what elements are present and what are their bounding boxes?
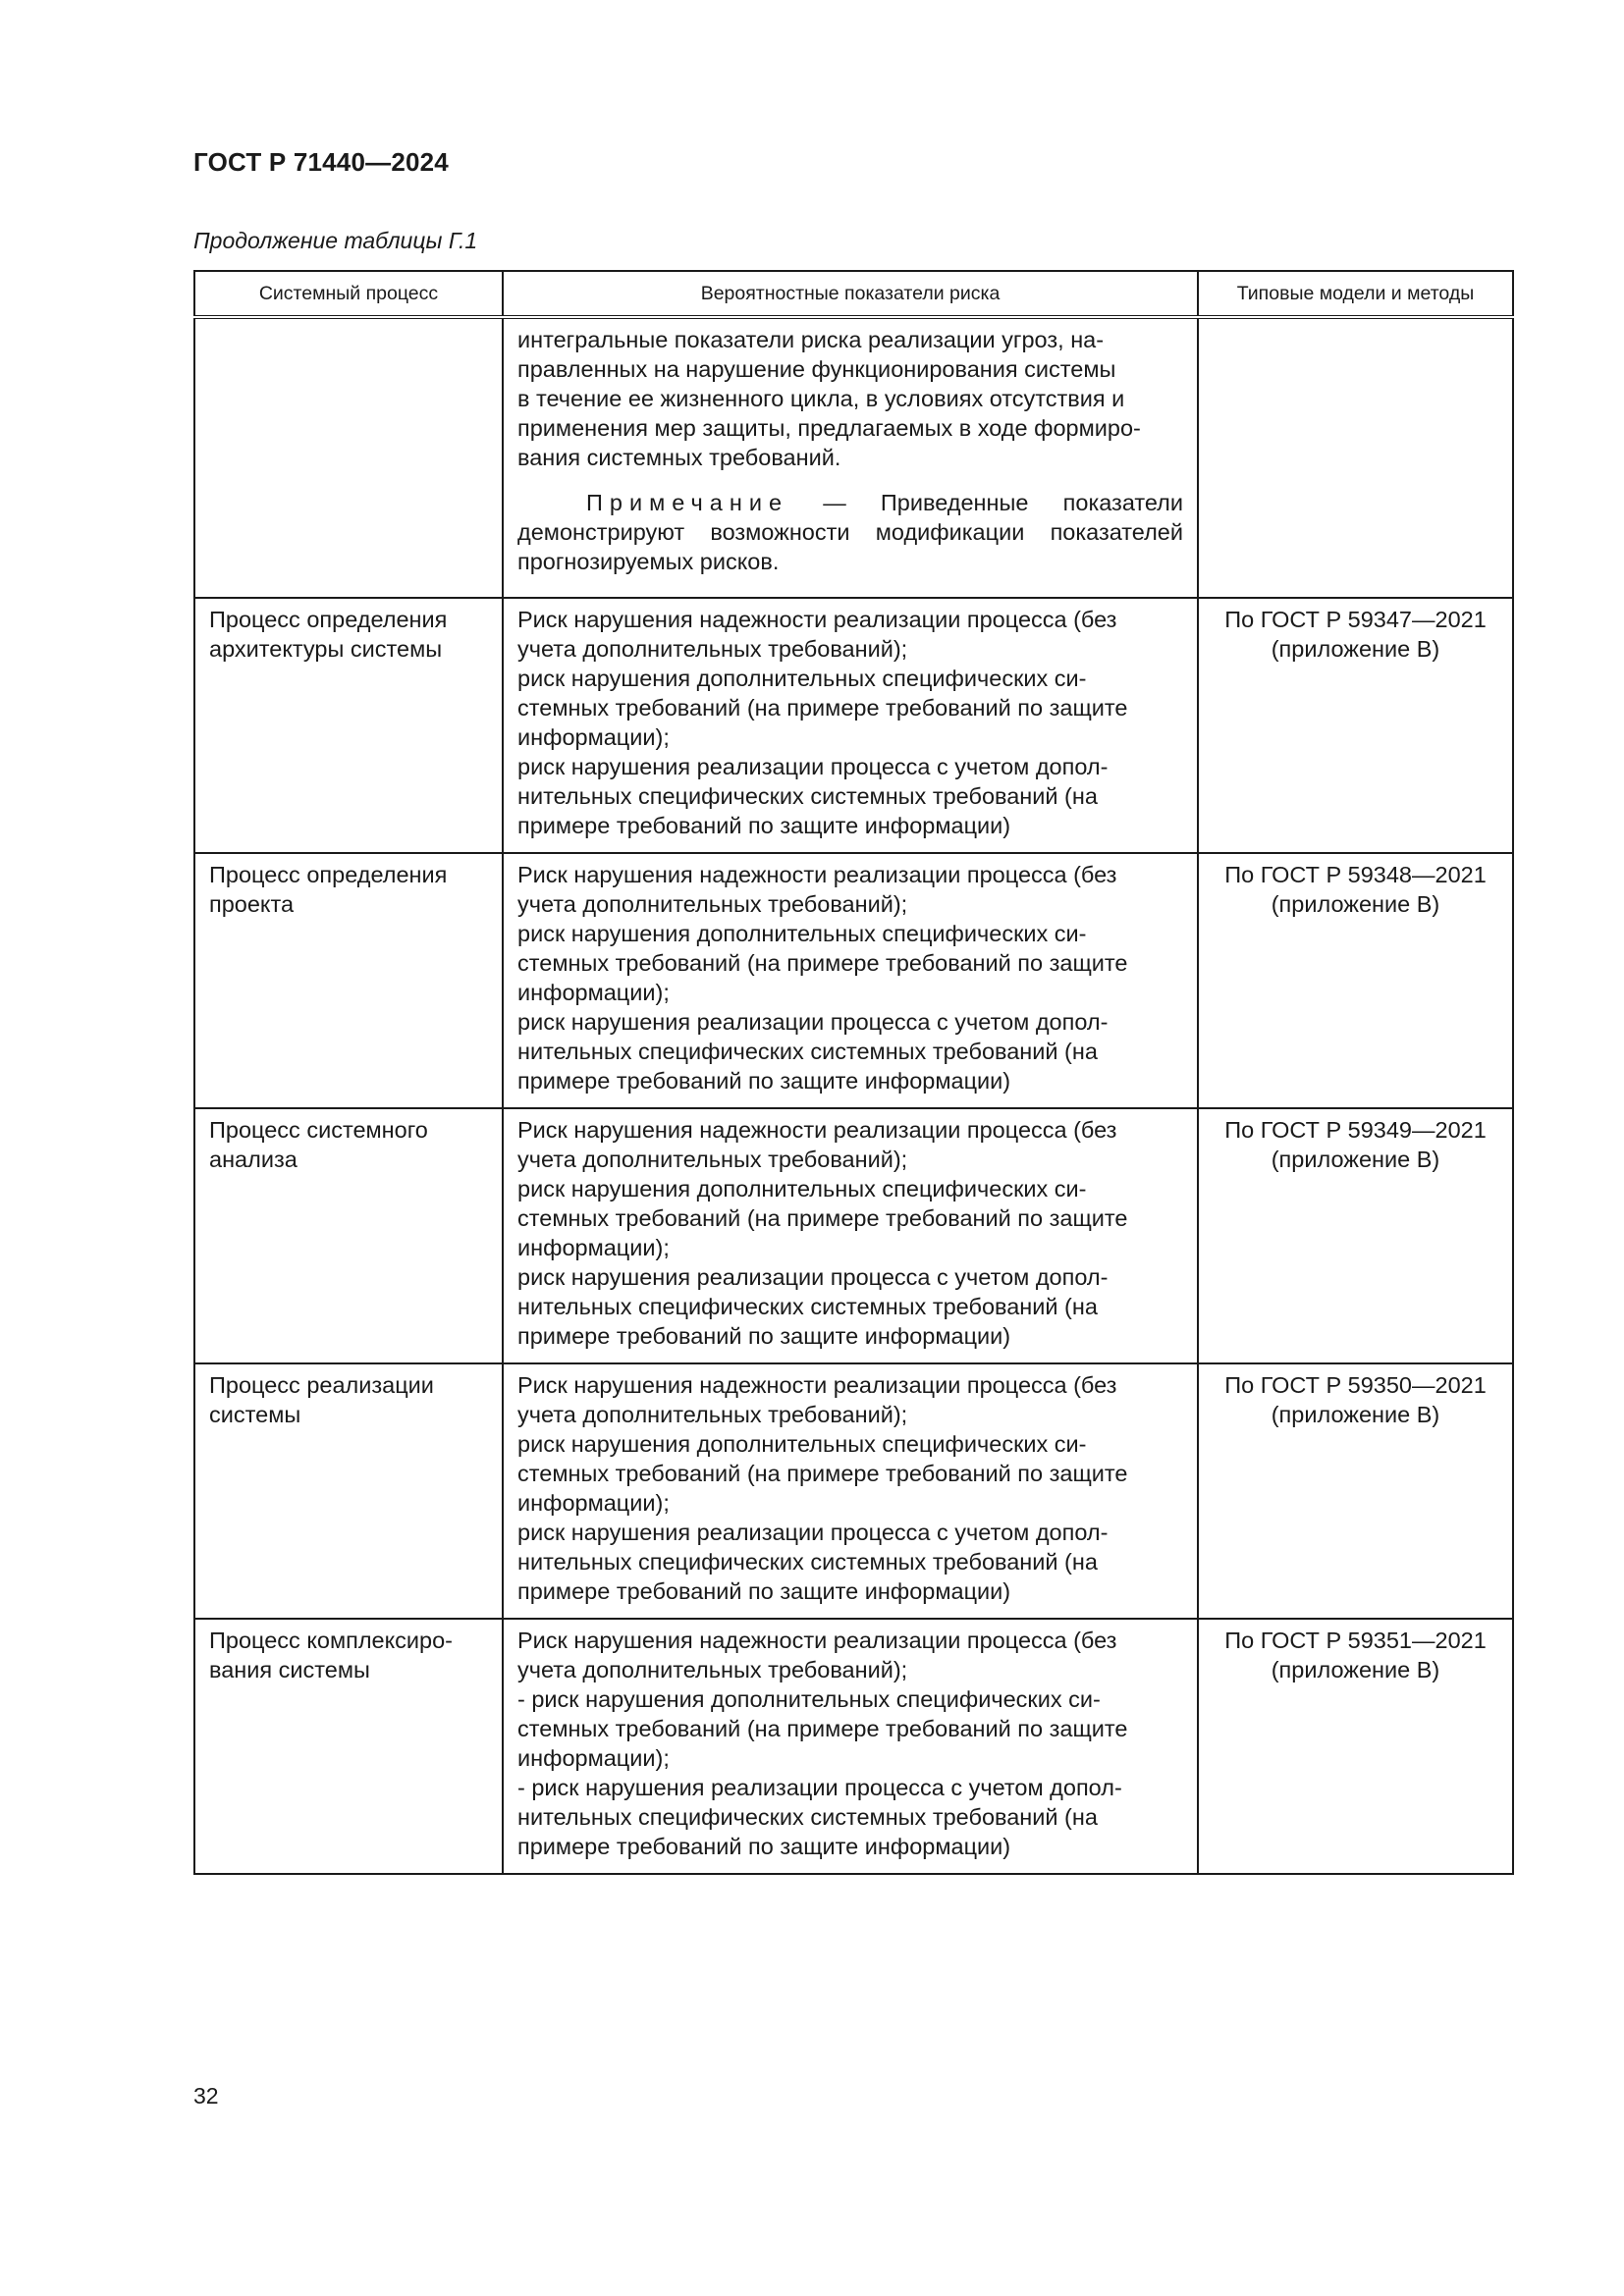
methods-line: (приложение В) [1271,636,1440,662]
methods-cell [1198,1363,1513,1619]
indicator-line: в течение ее жизненного цикла, в условиях отсутствия и [517,386,1125,411]
indicator-line: риск нарушения реализации процесса с учетом допол- [517,1264,1109,1290]
methods-cell [1198,1108,1513,1363]
process-line: Процесс определения [209,862,448,887]
process-line: анализа [209,1147,298,1172]
table-row [194,317,1513,598]
indicator-line: риск нарушения дополнительных специфических си- [517,1176,1087,1201]
table-row [194,1619,1513,1874]
process-cell [194,853,503,1108]
indicator-line: нительных специфических системных требований (на [517,1294,1098,1319]
note-text: Приведенные показатели [880,490,1183,515]
process-line: системы [209,1402,301,1427]
indicator-line: Риск нарушения надежности реализации процесса (без [517,1117,1117,1143]
methods-line: По ГОСТ Р 59349—2021 [1224,1117,1487,1143]
indicator-line: - риск нарушения реализации процесса с учетом допол- [517,1775,1122,1800]
indicator-line: риск нарушения дополнительных специфических си- [517,666,1087,691]
methods-cell [1198,853,1513,1108]
indicator-line: Риск нарушения надежности реализации процесса (без [517,862,1117,887]
risk-indicators-table [193,270,1514,1875]
indicator-line: примере требований по защите информации) [517,1578,1011,1604]
indicator-line: риск нарушения дополнительных специфических си- [517,921,1087,946]
methods-cell [1198,317,1513,598]
methods-line: (приложение В) [1271,891,1440,917]
process-line: проекта [209,891,295,917]
indicator-line: Риск нарушения надежности реализации процесса (без [517,607,1117,632]
indicator-line: интегральные показатели риска реализации угроз, на- [517,327,1105,352]
table-row [194,598,1513,853]
indicator-line: нительных специфических системных требований (на [517,1804,1098,1830]
process-line: вания системы [209,1657,370,1682]
indicators-cell [503,317,1198,598]
indicator-line: риск нарушения реализации процесса с учетом допол- [517,1520,1109,1545]
process-line: архитектуры системы [209,636,443,662]
indicator-line: стемных требований (на примере требований по защите [517,1461,1128,1486]
indicator-line: информации); [517,980,670,1005]
process-cell [194,598,503,853]
note-line: демонстрируют возможности модификации показателей [517,519,1183,545]
process-line: Процесс системного [209,1117,428,1143]
process-cell [194,1619,503,1874]
indicator-line: риск нарушения реализации процесса с учетом допол- [517,1009,1109,1035]
indicator-line: стемных требований (на примере требований по защите [517,1716,1128,1741]
indicator-line: - риск нарушения дополнительных специфических си- [517,1686,1101,1712]
indicators-cell [503,1363,1198,1619]
methods-line: По ГОСТ Р 59350—2021 [1224,1372,1487,1398]
methods-cell [1198,598,1513,853]
indicator-line: информации); [517,1745,670,1771]
note-dash: — [823,490,846,515]
indicator-line: информации); [517,1235,670,1260]
note-first-line [517,488,1183,517]
indicator-line: нительных специфических системных требований (на [517,1039,1098,1064]
methods-cell [1198,1619,1513,1874]
note-label: Примечание [586,490,789,515]
table-header-row [194,271,1513,317]
process-line: Процесс комплексиро- [209,1628,453,1653]
process-cell [194,1108,503,1363]
indicator-line: стемных требований (на примере требований по защите [517,1205,1128,1231]
indicator-line: примере требований по защите информации) [517,1834,1011,1859]
indicator-line: учета дополнительных требований); [517,1147,908,1172]
indicator-line: нительных специфических системных требований (на [517,783,1098,809]
indicator-line: Риск нарушения надежности реализации процесса (без [517,1372,1117,1398]
note-line: прогнозируемых рисков. [517,549,780,574]
table-row [194,853,1513,1108]
indicator-line: риск нарушения реализации процесса с учетом допол- [517,754,1109,779]
indicator-line: стемных требований (на примере требований по защите [517,695,1128,721]
indicators-cell [503,1619,1198,1874]
column-header-indicators: Вероятностные показатели риска [503,271,1198,317]
indicator-line: учета дополнительных требований); [517,891,908,917]
indicator-line: примере требований по защите информации) [517,1323,1011,1349]
process-cell [194,317,503,598]
indicator-line: вания системных требований. [517,445,841,470]
indicator-line: учета дополнительных требований); [517,1657,908,1682]
page-number: 32 [193,2083,219,2109]
indicator-line: информации); [517,1490,670,1516]
process-line: Процесс реализации [209,1372,434,1398]
indicator-line: информации); [517,724,670,750]
indicator-line: Риск нарушения надежности реализации процесса (без [517,1628,1117,1653]
indicator-line: правленных на нарушение функционирования системы [517,356,1116,382]
indicators-cell [503,598,1198,853]
indicator-line: нительных специфических системных требований (на [517,1549,1098,1575]
process-cell [194,1363,503,1619]
methods-line: По ГОСТ Р 59347—2021 [1224,607,1487,632]
methods-line: По ГОСТ Р 59351—2021 [1224,1628,1487,1653]
indicators-cell [503,1108,1198,1363]
indicator-line: учета дополнительных требований); [517,1402,908,1427]
indicator-line: примере требований по защите информации) [517,813,1011,838]
indicators-cell [503,853,1198,1108]
table-row [194,1108,1513,1363]
document-header: ГОСТ Р 71440—2024 [193,147,449,177]
table-caption: Продолжение таблицы Г.1 [193,228,478,253]
indicator-line: учета дополнительных требований); [517,636,908,662]
indicator-line: примере требований по защите информации) [517,1068,1011,1094]
note-block [517,488,1183,576]
methods-line: (приложение В) [1271,1147,1440,1172]
process-line: Процесс определения [209,607,448,632]
table-row [194,1363,1513,1619]
column-header-process: Системный процесс [194,271,503,317]
methods-line: (приложение В) [1271,1657,1440,1682]
column-header-methods: Типовые модели и методы [1198,271,1513,317]
indicator-line: стемных требований (на примере требований по защите [517,950,1128,976]
methods-line: По ГОСТ Р 59348—2021 [1224,862,1487,887]
indicator-line: риск нарушения дополнительных специфических си- [517,1431,1087,1457]
methods-line: (приложение В) [1271,1402,1440,1427]
indicator-line: применения мер защиты, предлагаемых в ходе формиро- [517,415,1141,441]
